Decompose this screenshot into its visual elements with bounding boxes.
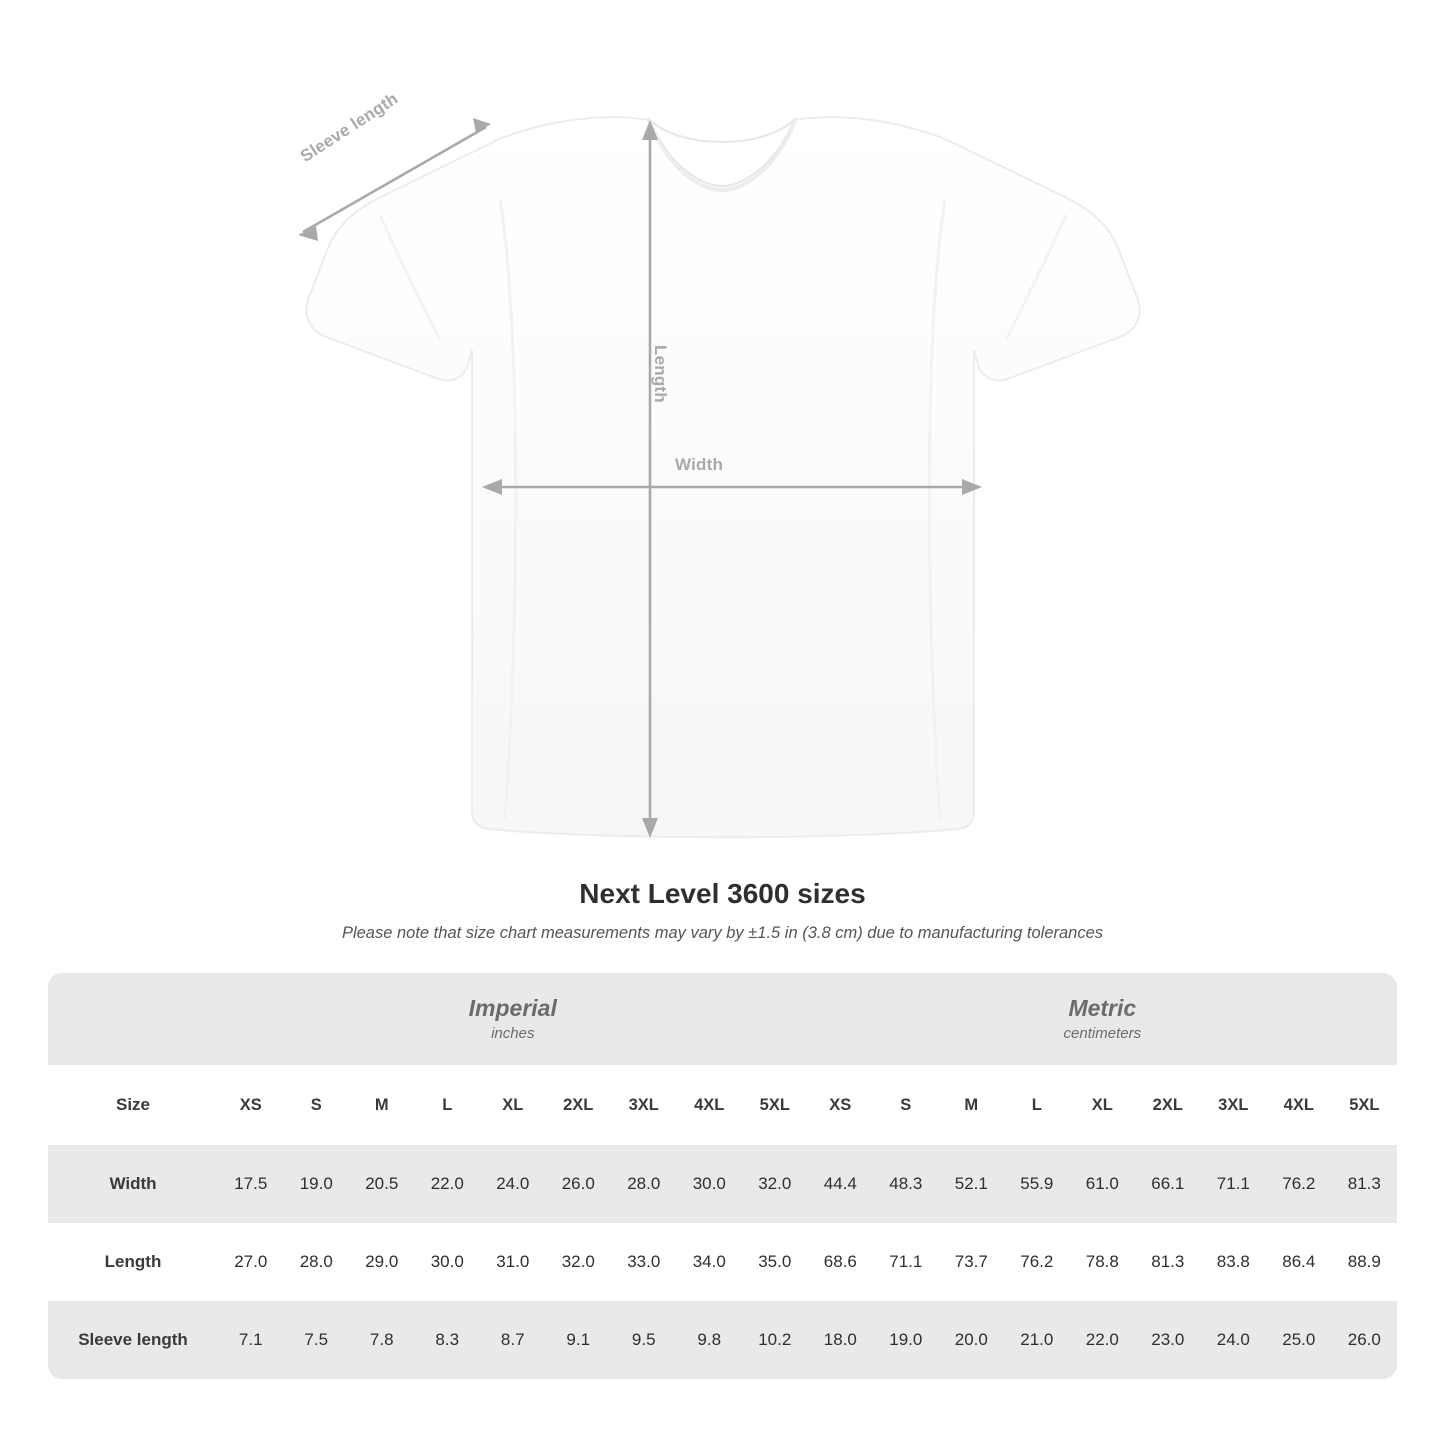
cell-sleeve-metric-m: 20.0 [939, 1301, 1005, 1379]
cell-sleeve-imperial-3xl: 9.5 [611, 1301, 677, 1379]
cell-width-metric-xl: 61.0 [1070, 1145, 1136, 1223]
cell-sleeve-metric-l: 21.0 [1004, 1301, 1070, 1379]
size-header-label: Size [48, 1065, 218, 1145]
cell-length-imperial-3xl: 33.0 [611, 1223, 677, 1301]
cell-length-metric-3xl: 83.8 [1201, 1223, 1267, 1301]
size-table [48, 973, 1397, 1379]
table-row-width [48, 1145, 1397, 1223]
cell-sleeve-metric-3xl: 24.0 [1201, 1301, 1267, 1379]
size-header-imperial-2xl: 2XL [546, 1065, 612, 1145]
size-header-metric-5xl: 5XL [1332, 1065, 1397, 1145]
unit-group-metric-name: Metric [1068, 995, 1137, 1022]
cell-sleeve-imperial-xl: 8.7 [480, 1301, 546, 1379]
cell-sleeve-imperial-s: 7.5 [284, 1301, 350, 1379]
page-title: Next Level 3600 sizes [579, 878, 866, 909]
unit-header-spacer [48, 973, 218, 1065]
cell-sleeve-metric-2xl: 23.0 [1135, 1301, 1201, 1379]
cell-length-imperial-2xl: 32.0 [546, 1223, 612, 1301]
cell-sleeve-imperial-5xl: 10.2 [742, 1301, 808, 1379]
size-header-metric-4xl: 4XL [1266, 1065, 1332, 1145]
size-header-metric-m: M [939, 1065, 1005, 1145]
size-header-metric-xs: XS [808, 1065, 874, 1145]
cell-sleeve-metric-xs: 18.0 [808, 1301, 874, 1379]
unit-group-imperial-sub: inches [491, 1024, 535, 1042]
size-header-imperial-s: S [284, 1065, 350, 1145]
row-label-length: Length [48, 1223, 218, 1301]
cell-width-imperial-l: 22.0 [415, 1145, 481, 1223]
cell-sleeve-imperial-4xl: 9.8 [677, 1301, 743, 1379]
cell-width-metric-xs: 44.4 [808, 1145, 874, 1223]
size-header-imperial-5xl: 5XL [742, 1065, 808, 1145]
cell-length-metric-xl: 78.8 [1070, 1223, 1136, 1301]
unit-group-metric-sub: centimeters [1063, 1024, 1142, 1042]
cell-length-metric-4xl: 86.4 [1266, 1223, 1332, 1301]
cell-width-metric-5xl: 81.3 [1332, 1145, 1397, 1223]
length-label: Length [651, 345, 670, 403]
unit-header-row [48, 973, 1397, 1065]
cell-length-imperial-xs: 27.0 [218, 1223, 284, 1301]
heading-block [0, 878, 1445, 943]
cell-sleeve-metric-s: 19.0 [873, 1301, 939, 1379]
cell-width-imperial-s: 19.0 [284, 1145, 350, 1223]
size-header-imperial-3xl: 3XL [611, 1065, 677, 1145]
unit-group-imperial [218, 973, 808, 1065]
cell-sleeve-imperial-l: 8.3 [415, 1301, 481, 1379]
size-header-imperial-xs: XS [218, 1065, 284, 1145]
cell-length-imperial-4xl: 34.0 [677, 1223, 743, 1301]
cell-width-metric-s: 48.3 [873, 1145, 939, 1223]
tolerance-note: Please note that size chart measurements may vary by ±1.5 in (3.8 cm) due to manufacturing tolerances [341, 924, 1104, 942]
cell-sleeve-imperial-2xl: 9.1 [546, 1301, 612, 1379]
cell-length-metric-s: 71.1 [873, 1223, 939, 1301]
cell-width-imperial-4xl: 30.0 [677, 1145, 743, 1223]
cell-length-imperial-xl: 31.0 [480, 1223, 546, 1301]
cell-length-imperial-l: 30.0 [415, 1223, 481, 1301]
size-header-imperial-m: M [349, 1065, 415, 1145]
cell-length-metric-m: 73.7 [939, 1223, 1005, 1301]
cell-width-metric-m: 52.1 [939, 1145, 1005, 1223]
cell-length-imperial-5xl: 35.0 [742, 1223, 808, 1301]
width-label: Width [675, 455, 724, 474]
cell-length-metric-l: 76.2 [1004, 1223, 1070, 1301]
cell-width-imperial-3xl: 28.0 [611, 1145, 677, 1223]
cell-length-metric-xs: 68.6 [808, 1223, 874, 1301]
size-header-imperial-xl: XL [480, 1065, 546, 1145]
size-table-wrapper [48, 973, 1397, 1379]
cell-width-metric-l: 55.9 [1004, 1145, 1070, 1223]
cell-width-imperial-2xl: 26.0 [546, 1145, 612, 1223]
cell-sleeve-imperial-xs: 7.1 [218, 1301, 284, 1379]
cell-length-metric-2xl: 81.3 [1135, 1223, 1201, 1301]
unit-group-metric [808, 973, 1397, 1065]
unit-group-imperial-name: Imperial [468, 995, 557, 1022]
size-header-row [48, 1065, 1397, 1145]
cell-sleeve-metric-4xl: 25.0 [1266, 1301, 1332, 1379]
size-header-metric-l: L [1004, 1065, 1070, 1145]
cell-sleeve-metric-xl: 22.0 [1070, 1301, 1136, 1379]
size-header-metric-2xl: 2XL [1135, 1065, 1201, 1145]
row-label-sleeve-length: Sleeve length [48, 1301, 218, 1379]
table-row-sleeve-length [48, 1301, 1397, 1379]
sleeve-length-label: Sleeve length [297, 88, 402, 166]
size-header-metric-3xl: 3XL [1201, 1065, 1267, 1145]
size-header-metric-xl: XL [1070, 1065, 1136, 1145]
cell-width-metric-2xl: 66.1 [1135, 1145, 1201, 1223]
cell-length-imperial-m: 29.0 [349, 1223, 415, 1301]
cell-sleeve-metric-5xl: 26.0 [1332, 1301, 1397, 1379]
cell-length-metric-5xl: 88.9 [1332, 1223, 1397, 1301]
size-header-imperial-4xl: 4XL [677, 1065, 743, 1145]
table-row-length [48, 1223, 1397, 1301]
cell-sleeve-imperial-m: 7.8 [349, 1301, 415, 1379]
cell-width-imperial-m: 20.5 [349, 1145, 415, 1223]
cell-width-imperial-5xl: 32.0 [742, 1145, 808, 1223]
cell-width-metric-4xl: 76.2 [1266, 1145, 1332, 1223]
cell-width-metric-3xl: 71.1 [1201, 1145, 1267, 1223]
row-label-width: Width [48, 1145, 218, 1223]
size-header-imperial-l: L [415, 1065, 481, 1145]
cell-width-imperial-xs: 17.5 [218, 1145, 284, 1223]
cell-length-imperial-s: 28.0 [284, 1223, 350, 1301]
cell-width-imperial-xl: 24.0 [480, 1145, 546, 1223]
size-header-metric-s: S [873, 1065, 939, 1145]
